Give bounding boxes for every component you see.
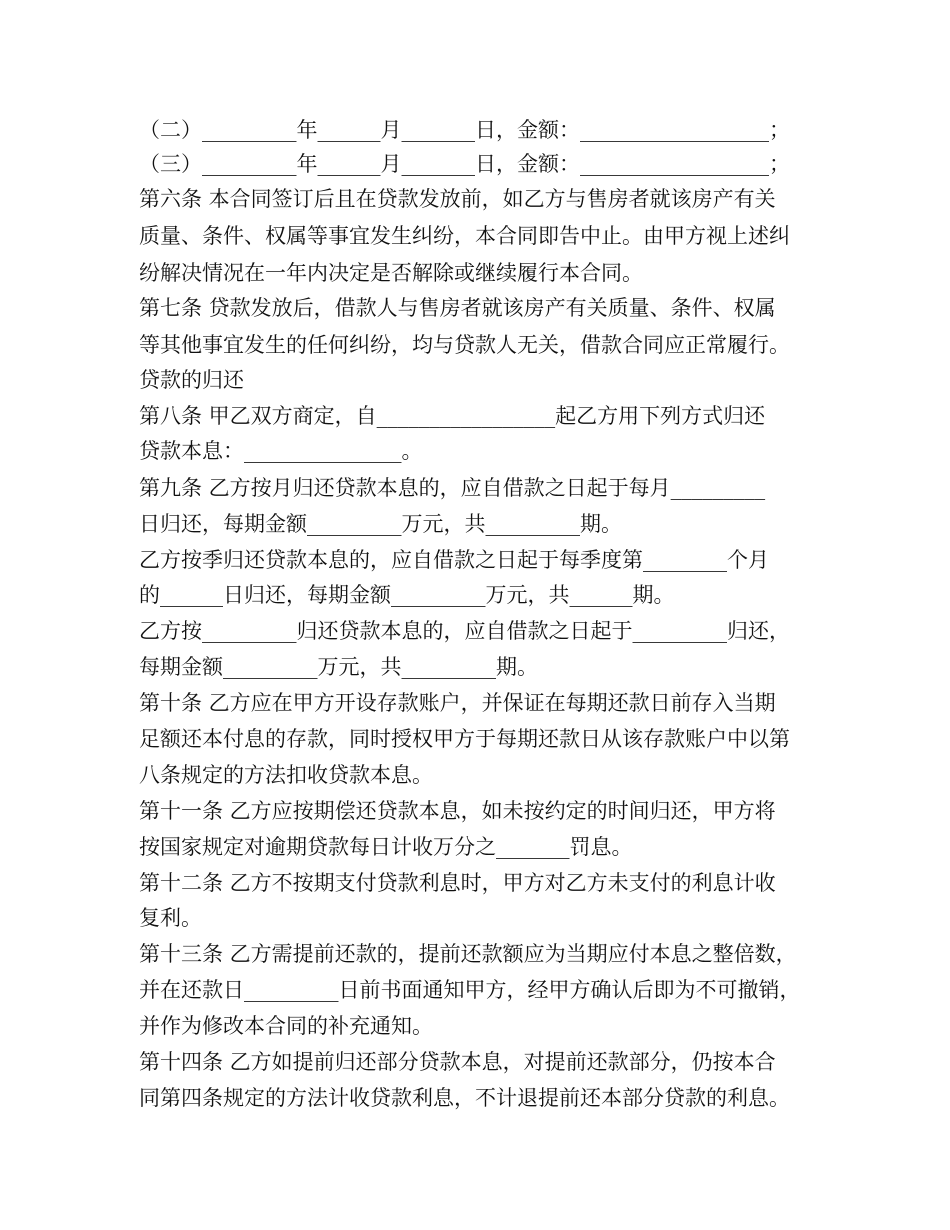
text-line: 质量、条件、权属等事宜发生纠纷，本合同即告中止。由甲方视上述纠	[139, 224, 790, 248]
text-line: 乙方按季归还贷款本息的，应自借款之日起于每季度第________个月	[139, 548, 769, 572]
text-line: 贷款本息：_______________。	[139, 439, 423, 463]
section-heading: 贷款的归还	[139, 368, 244, 392]
text-line: （二）_________年______月_______日，金额：__________________；	[139, 118, 790, 142]
text-line: 纷解决情况在一年内决定是否解除或继续履行本合同。	[139, 261, 643, 285]
text-line: 第六条 本合同签订后且在贷款发放前，如乙方与售房者就该房产有关	[139, 187, 776, 211]
text-line: 八条规定的方法扣收贷款本息。	[139, 763, 433, 787]
text-line: 按国家规定对逾期贷款每日计收万分之_______罚息。	[139, 835, 633, 859]
text-line: 第九条 乙方按月归还贷款本息的，应自借款之日起于每月_________	[139, 476, 766, 500]
text-line: 并在还款日_________日前书面通知甲方，经甲方确认后即为不可撤销，	[139, 978, 801, 1002]
text-line: 第十一条 乙方应按期偿还贷款本息，如未按约定的时间归还，甲方将	[139, 799, 776, 823]
text-line: 第十四条 乙方如提前归还部分贷款本息，对提前还款部分，仍按本合	[139, 1050, 776, 1074]
text-line: （三）_________年______月_______日，金额：__________________；	[139, 152, 790, 176]
text-line: 复利。	[139, 906, 202, 930]
text-line: 第八条 甲乙双方商定，自_________________起乙方用下列方式归还	[139, 404, 766, 428]
text-line: 并作为修改本合同的补充通知。	[139, 1014, 433, 1038]
text-line: 第十条 乙方应在甲方开设存款账户，并保证在每期还款日前存入当期	[139, 691, 776, 715]
text-line: 的______日归还，每期金额_________万元，共______期。	[139, 583, 675, 607]
text-line: 同第四条规定的方法计收贷款利息，不计退提前还本部分贷款的利息。	[139, 1086, 790, 1110]
text-line: 第十三条 乙方需提前还款的，提前还款额应为当期应付本息之整倍数，	[139, 942, 797, 966]
text-line: 日归还，每期金额_________万元，共_________期。	[139, 512, 622, 536]
text-line: 乙方按_________归还贷款本息的，应自借款之日起于_________归还，	[139, 619, 790, 643]
text-line: 足额还本付息的存款，同时授权甲方于每期还款日从该存款账户中以第	[139, 727, 790, 751]
text-line: 等其他事宜发生的任何纠纷，均与贷款人无关，借款合同应正常履行。	[139, 333, 790, 357]
text-line: 第十二条 乙方不按期支付贷款利息时，甲方对乙方未支付的利息计收	[139, 871, 776, 895]
text-line: 每期金额_________万元，共_________期。	[139, 655, 538, 679]
text-line: 第七条 贷款发放后，借款人与售房者就该房产有关质量、条件、权属	[139, 296, 776, 320]
